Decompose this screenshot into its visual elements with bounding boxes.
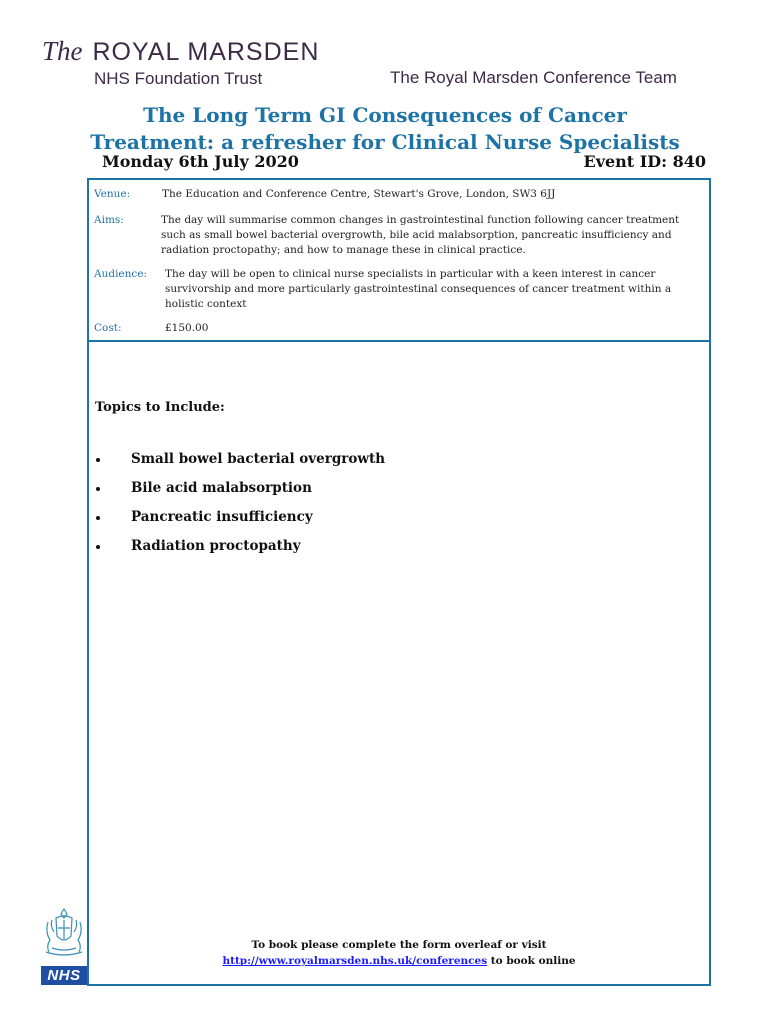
bullet-icon bbox=[96, 487, 100, 491]
event-title bbox=[60, 102, 710, 156]
topic-text: Radiation proctopathy bbox=[131, 538, 301, 554]
topic-text: Pancreatic insufficiency bbox=[131, 509, 313, 525]
audience-value: The day will be open to clinical nurse specialists in particular with a keen interest in cancer survivorship and more particularly gastrointestinal consequences of cancer treatment within a holistic context bbox=[165, 268, 672, 310]
list-item bbox=[89, 537, 385, 566]
list-item bbox=[89, 450, 385, 479]
bullet-icon bbox=[96, 458, 100, 462]
booking-info bbox=[89, 937, 709, 969]
venue-value: The Education and Conference Centre, Stewart's Grove, London, SW3 6JJ bbox=[162, 188, 556, 200]
event-details-frame bbox=[87, 178, 711, 986]
audience-label: Audience: bbox=[94, 268, 148, 280]
list-item bbox=[89, 479, 385, 508]
event-date: Monday 6th July 2020 bbox=[102, 152, 299, 171]
cost-label: Cost: bbox=[94, 322, 122, 334]
audience-row bbox=[94, 267, 703, 315]
bullet-icon bbox=[96, 545, 100, 549]
conference-team-label: The Royal Marsden Conference Team bbox=[390, 68, 677, 87]
event-info-box bbox=[89, 180, 709, 342]
event-title-line-1: The Long Term GI Consequences of Cancer bbox=[143, 103, 627, 127]
booking-link-line bbox=[89, 953, 709, 969]
logo-the: The bbox=[42, 36, 83, 66]
aims-value: The day will summarise common changes in gastrointestinal function following cancer treatment such as small bowel bacterial overgrowth, bile acid malabsorption, pancreatic insufficiency and radiation proctopathy; and how to manage these in clinical practice. bbox=[161, 214, 680, 256]
topic-text: Bile acid malabsorption bbox=[131, 480, 312, 496]
royal-marsden-logo bbox=[42, 36, 319, 89]
topic-text: Small bowel bacterial overgrowth bbox=[131, 451, 386, 467]
list-item bbox=[89, 508, 385, 537]
logo-subtitle: NHS Foundation Trust bbox=[94, 69, 263, 88]
event-title-line-2: Treatment: a refresher for Clinical Nurse Specialists bbox=[90, 130, 680, 154]
booking-suffix: to book online bbox=[487, 955, 576, 967]
aims-label: Aims: bbox=[94, 214, 124, 226]
nhs-logo: NHS bbox=[41, 966, 87, 985]
venue-label: Venue: bbox=[94, 188, 131, 200]
topics-heading: Topics to Include: bbox=[95, 400, 225, 415]
topics-list bbox=[89, 450, 385, 566]
venue-row bbox=[94, 187, 703, 203]
bullet-icon bbox=[96, 516, 100, 520]
logo-name: ROYAL MARSDEN bbox=[92, 38, 320, 66]
cost-value: £150.00 bbox=[165, 322, 209, 334]
conferences-link[interactable]: http://www.royalmarsden.nhs.uk/conferences bbox=[222, 955, 488, 967]
coat-of-arms-icon bbox=[40, 906, 88, 958]
aims-row bbox=[94, 213, 703, 261]
booking-line: To book please complete the form overleaf or visit bbox=[251, 939, 547, 951]
cost-row bbox=[94, 321, 703, 337]
event-id: Event ID: 840 bbox=[583, 152, 706, 171]
